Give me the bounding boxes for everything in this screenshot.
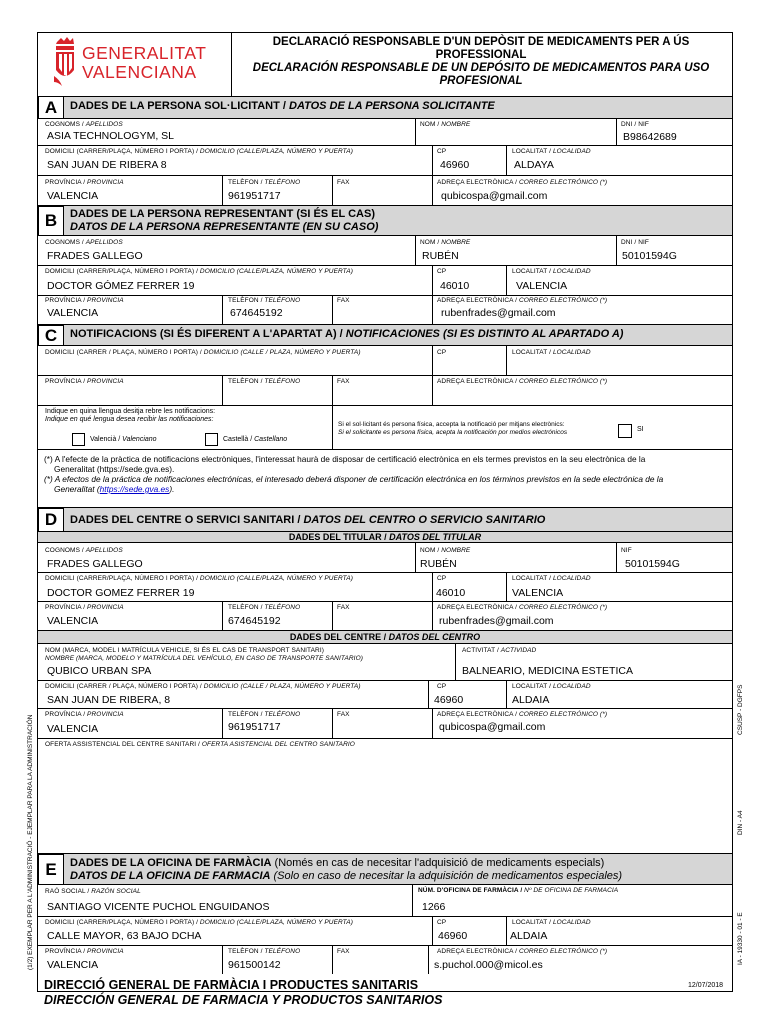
label-fax: FAX [337,948,350,955]
label-telefon: TELÈFON / TELÉFONO [228,297,301,304]
section-a-letter: A [38,96,64,119]
valenciano-label: Valencià / Valenciano [90,436,157,443]
label-nif: NIF [621,547,632,554]
a-domicili-field[interactable]: SAN JUAN DE RIBERA 8 [47,159,167,171]
e-localitat-field[interactable]: ALDAIA [510,930,548,942]
label-telefon: TELÈFON / TELÉFONO [228,711,301,718]
lang-question-va: Indique en quina llengua desitja rebre les notificacions: [45,408,216,415]
section-d-title [70,514,545,527]
a-telefon-field[interactable]: 961951717 [228,190,281,202]
b-provincia-field[interactable]: VALENCIA [47,307,99,319]
label-nom: NOM / NOMBRE [420,239,471,246]
label-nom: NOM / NOMBRE [420,547,471,554]
e-email-field[interactable]: s.puchol.000@micol.es [434,959,543,971]
section-e-title-es: DATOS DE LA OFICINA DE FARMACIA (Solo en caso de necesitar la adquisición de medicamentos especiales) [70,870,623,882]
c-telefon-field[interactable] [224,388,330,404]
e-domicili-field[interactable]: CALLE MAYOR, 63 BAJO DCHA [47,930,202,942]
section-a-title-va: DADES DE LA PERSONA SOL·LICITANT / [70,100,289,112]
c-cp-field[interactable] [434,358,504,374]
d-centre-cp-field[interactable]: 46960 [434,694,464,706]
d-centre-provincia-field[interactable]: VALENCIA [47,723,99,735]
label-cp: CP [437,575,447,582]
a-cp-field[interactable]: 46960 [440,159,470,171]
side-left-text: (1/2) EXEMPLAR PER A L'ADMINISTRACIÓ - EJEMPLAR PARA LA ADMINISTRACIÓN [27,714,34,970]
c-provincia-field[interactable] [40,388,220,404]
label-provincia: PROVÍNCIA / PROVINCIA [45,711,124,718]
d-activitat-field[interactable]: BALNEARIO, MEDICINA ESTETICA [462,665,633,677]
label-activitat: ACTIVITAT / ACTIVIDAD [462,647,537,654]
castellano-label: Castellà / Castellano [223,436,288,443]
b-cp-field[interactable]: 46010 [440,280,470,292]
label-cp: CP [437,683,447,690]
label-cp: CP [437,148,447,155]
notification-note [44,454,728,494]
label-email: ADREÇA ELECTRÒNICA / CORREO ELECTRÓNICO (*) [437,179,608,186]
section-b-letter: B [38,206,64,236]
label-localitat: LOCALITAT / LOCALIDAD [512,148,591,155]
castellano-checkbox[interactable] [205,433,218,446]
label-provincia: PROVÍNCIA / PROVINCIA [45,604,124,611]
logo-line1: GENERALITAT [82,43,207,63]
d-nif-field[interactable]: 50101594G [625,558,680,570]
d-centre-domicili-field[interactable]: SAN JUAN DE RIBERA, 8 [47,694,171,706]
label-cp: CP [437,349,447,356]
sub-titular-header: DADES DEL TITULAR / DATOS DEL TITULAR [38,532,732,542]
electronic-accept-es: Si el solicitante es persona física, acepta la notificación por medios electrónicos [338,429,568,436]
label-cp: CP [437,268,447,275]
title-es-1: DECLARACIÓN RESPONSABLE DE UN DEPÓSITO DE MEDICAMENTOS PARA USO [252,62,710,74]
generalitat-logo [52,36,207,88]
label-fax: FAX [337,378,350,385]
note-es-line1: (*) A efectos de la práctica de notificaciones electrónicas, el interesado deberá disponer de certificación electrónica en los términos previstos en la sede electrónica de la [44,474,664,484]
label-fax: FAX [337,297,350,304]
b-email-field[interactable]: rubenfrades@gmail.com [441,307,556,319]
label-domicili-c: DOMICILI (CARRER / PLAÇA, NÚMERO I PORTA) / DOMICILIO (CALLE / PLAZA, NÚMERO Y PUERTA) [45,349,361,356]
label-domicili: DOMICILI (CARRER/PLAÇA, NÚMERO I PORTA) / DOMICILIO (CALLE/PLAZA, NÚMERO Y PUERTA) [45,919,353,926]
side-right-bottom: IA - 19330 - 01 - E [737,912,744,965]
label-telefon: TELÈFON / TELÉFONO [228,948,301,955]
label-cp: CP [437,919,447,926]
section-b-title-es: DATOS DE LA PERSONA REPRESENTANTE (EN SU CASO) [70,221,379,233]
section-c-letter: C [38,325,64,346]
section-b-title-va: DADES DE LA PERSONA REPRESENTANT (SI ÉS EL CAS) [70,208,375,220]
electronic-accept-va: Si el sol·licitant és persona física, accepta la notificació per mitjans electrònics: [338,421,565,428]
label-fax: FAX [337,179,350,186]
label-cognoms: COGNOMS / APELLIDOS [45,547,123,554]
label-domicili: DOMICILI (CARRER/PLAÇA, NÚMERO I PORTA) / DOMICILIO (CALLE/PLAZA, NÚMERO Y PUERTA) [45,575,353,582]
label-localitat: LOCALITAT / LOCALIDAD [512,268,591,275]
e-cp-field[interactable]: 46960 [438,930,468,942]
a-localitat-field[interactable]: ALDAYA [514,159,554,171]
a-dni-field[interactable]: B98642689 [623,131,677,143]
d-cognoms-field[interactable]: FRADES GALLEGO [47,558,143,570]
b-nom-field[interactable]: RUBÉN [422,250,459,262]
b-localitat-field[interactable]: VALENCIA [516,280,568,292]
d-nom-field[interactable]: RUBÉN [420,558,457,570]
a-cognoms-field[interactable]: ASIA TECHNOLOGYM, SL [47,130,175,142]
label-cognoms: COGNOMS / APELLIDOS [45,239,123,246]
label-dni: DNI / NIF [621,121,649,128]
d-telefon-field[interactable]: 674645192 [228,615,281,627]
valenciano-checkbox[interactable] [72,433,85,446]
label-nom-centre-va: NOM (MARCA, MODEL I MATRÍCULA VEHICLE, SI ÉS EL CAS DE TRANSPORT SANITARI) [45,647,325,654]
label-provincia: PROVÍNCIA / PROVINCIA [45,297,124,304]
label-localitat: LOCALITAT / LOCALIDAD [512,919,591,926]
section-d-letter: D [38,508,64,532]
label-nom-centre-es: NOMBRE (MARCA, MODELO Y MATRÍCULA DEL VEHÍCULO, EN CASO DE TRANSPORTE SANITARIO) [45,655,364,662]
d-centre-telefon-field[interactable]: 961951717 [228,721,281,733]
label-telefon: TELÈFON / TELÉFONO [228,179,301,186]
section-d-title-va: DADES DEL CENTRE O SERVICI SANITARI / [70,514,304,526]
footer-dg-es: DIRECCIÓN GENERAL DE FARMACIA Y PRODUCTOS SANITARIOS [44,993,443,1007]
label-localitat: LOCALITAT / LOCALIDAD [512,683,591,690]
section-d-title-es: DATOS DEL CENTRO O SERVICIO SANITARIO [303,514,546,526]
a-provincia-field[interactable]: VALENCIA [47,190,99,202]
c-fax-field[interactable] [334,388,430,404]
label-domicili: DOMICILI (CARRER/PLAÇA, NÚMERO I PORTA) / DOMICILIO (CALLE/PLAZA, NÚMERO Y PUERTA) [45,148,353,155]
e-rao-field[interactable]: SANTIAGO VICENTE PUCHOL ENGUIDANOS [47,901,270,913]
d-oferta-field[interactable] [40,752,728,850]
section-c-title-va: NOTIFICACIONS (SI ÉS DIFERENT A L'APARTAT A) / [70,328,346,340]
footer-date: 12/07/2018 [688,982,724,989]
b-telefon-field[interactable]: 674645192 [230,307,283,319]
side-right-mid: DIN - A4 [737,810,744,835]
c-localitat-field[interactable] [508,358,728,374]
d-centre-email-field[interactable]: qubicospa@gmail.com [439,721,546,733]
label-provincia: PROVÍNCIA / PROVINCIA [45,378,124,385]
footer-dg-va: DIRECCIÓ GENERAL DE FARMÀCIA I PRODUCTES SANITARIS [44,978,419,992]
label-telefon: TELÈFON / TELÉFONO [228,604,301,611]
d-centre-localitat-field[interactable]: ALDAIA [512,694,550,706]
lang-question-es: Indique en qué lengua desea recibir las notificaciones: [45,416,214,423]
label-domicili: DOMICILI (CARRER/PLAÇA, NÚMERO I PORTA) / DOMICILIO (CALLE/PLAZA, NÚMERO Y PUERTA) [45,268,353,275]
electronic-si-label: SI [637,426,644,433]
note-es-line2: Generalitat (https://sede.gva.es). [54,484,175,494]
b-domicili-field[interactable]: DOCTOR GÓMEZ FERRER 19 [47,280,195,292]
c-email-field[interactable] [434,388,728,404]
label-fax: FAX [337,711,350,718]
section-a-title [70,100,495,113]
b-cognoms-field[interactable]: FRADES GALLEGO [47,250,143,262]
e-provincia-field[interactable]: VALENCIA [47,959,99,971]
label-email: ADREÇA ELECTRÒNICA / CORREO ELECTRÓNICO (*) [437,711,608,718]
sub-centre-header: DADES DEL CENTRE / DATOS DEL CENTRO [38,631,732,643]
label-telefon: TELÈFON / TELÉFONO [228,378,301,385]
label-provincia: PROVÍNCIA / PROVINCIA [45,948,124,955]
b-dni-field[interactable]: 50101594G [622,250,677,262]
label-nom: NOM / NOMBRE [420,121,471,128]
sede-link[interactable]: https://sede.gva.es [99,484,170,494]
label-num-oficina: NÚM. D'OFICINA DE FARMÀCIA / Nº DE OFICINA DE FARMACIA [418,887,619,894]
label-email: ADREÇA ELECTRÒNICA / CORREO ELECTRÓNICO (*) [437,604,608,611]
d-nom-centre-field[interactable]: QUBICO URBAN SPA [47,665,152,677]
section-a-title-es: DATOS DE LA PERSONA SOLICITANTE [289,100,495,112]
note-va-line2: Generalitat (https://sede.gva.es). [54,464,175,474]
logo-line2: VALENCIANA [82,62,197,82]
label-rao: RAÓ SOCIAL / RAZÓN SOCIAL [45,888,141,895]
d-cp-field[interactable]: 46010 [436,587,466,599]
label-localitat: LOCALITAT / LOCALIDAD [512,575,591,582]
label-domicili-c: DOMICILI (CARRER / PLAÇA, NÚMERO I PORTA) / DOMICILIO (CALLE / PLAZA, NÚMERO Y PUERTA) [45,683,361,690]
title-va-1: DECLARACIÓ RESPONSABLE D'UN DEPÒSIT DE MEDICAMENTS PER A ÚS [272,36,690,48]
d-localitat-field[interactable]: VALENCIA [512,587,564,599]
title-es-2: PROFESIONAL [439,75,523,87]
d-email-field[interactable]: rubenfrades@gmail.com [439,615,554,627]
form-title [232,36,730,88]
label-dni: DNI / NIF [621,239,649,246]
label-localitat: LOCALITAT / LOCALIDAD [512,349,591,356]
label-email: ADREÇA ELECTRÒNICA / CORREO ELECTRÓNICO (*) [437,948,608,955]
e-num-field[interactable]: 1266 [422,901,446,913]
label-fax: FAX [337,604,350,611]
note-va-line1: (*) A l'efecte de la pràctica de notificacions electròniques, l'interessat haurà de disposar de certificació electrònica en els termes previstos en la seu electrònica de la [44,454,646,464]
label-cognoms: COGNOMS / APELLIDOS [45,121,123,128]
label-oferta: OFERTA ASSISTENCIAL DEL CENTRE SANITARI / OFERTA ASISTENCIAL DEL CENTRO SANITARIO [45,741,355,748]
d-domicili-field[interactable]: DOCTOR GOMEZ FERRER 19 [47,587,195,599]
coat-of-arms-icon [52,36,78,88]
label-email: ADREÇA ELECTRÒNICA / CORREO ELECTRÓNICO (*) [437,297,608,304]
label-email: ADREÇA ELECTRÒNICA / CORREO ELECTRÓNICO (*) [437,378,608,385]
e-telefon-field[interactable]: 961500142 [228,959,281,971]
label-provincia: PROVÍNCIA / PROVINCIA [45,179,124,186]
section-e-title-va: DADES DE LA OFICINA DE FARMÀCIA (Només en cas de necesitar l'adquisició de medicaments especials) [70,857,605,869]
d-provincia-field[interactable]: VALENCIA [47,615,99,627]
side-right-top: CSUSP - DGFPS [737,684,744,735]
title-va-2: PROFESSIONAL [435,49,527,61]
c-domicili-field[interactable] [40,358,430,374]
section-c-title-es: NOTIFICACIONES (SI ES DISTINTO AL APARTADO A) [345,328,624,340]
section-e-letter: E [38,854,64,885]
section-c-title [70,328,623,341]
a-email-field[interactable]: qubicospa@gmail.com [441,190,548,202]
electronic-si-checkbox[interactable] [618,424,632,438]
